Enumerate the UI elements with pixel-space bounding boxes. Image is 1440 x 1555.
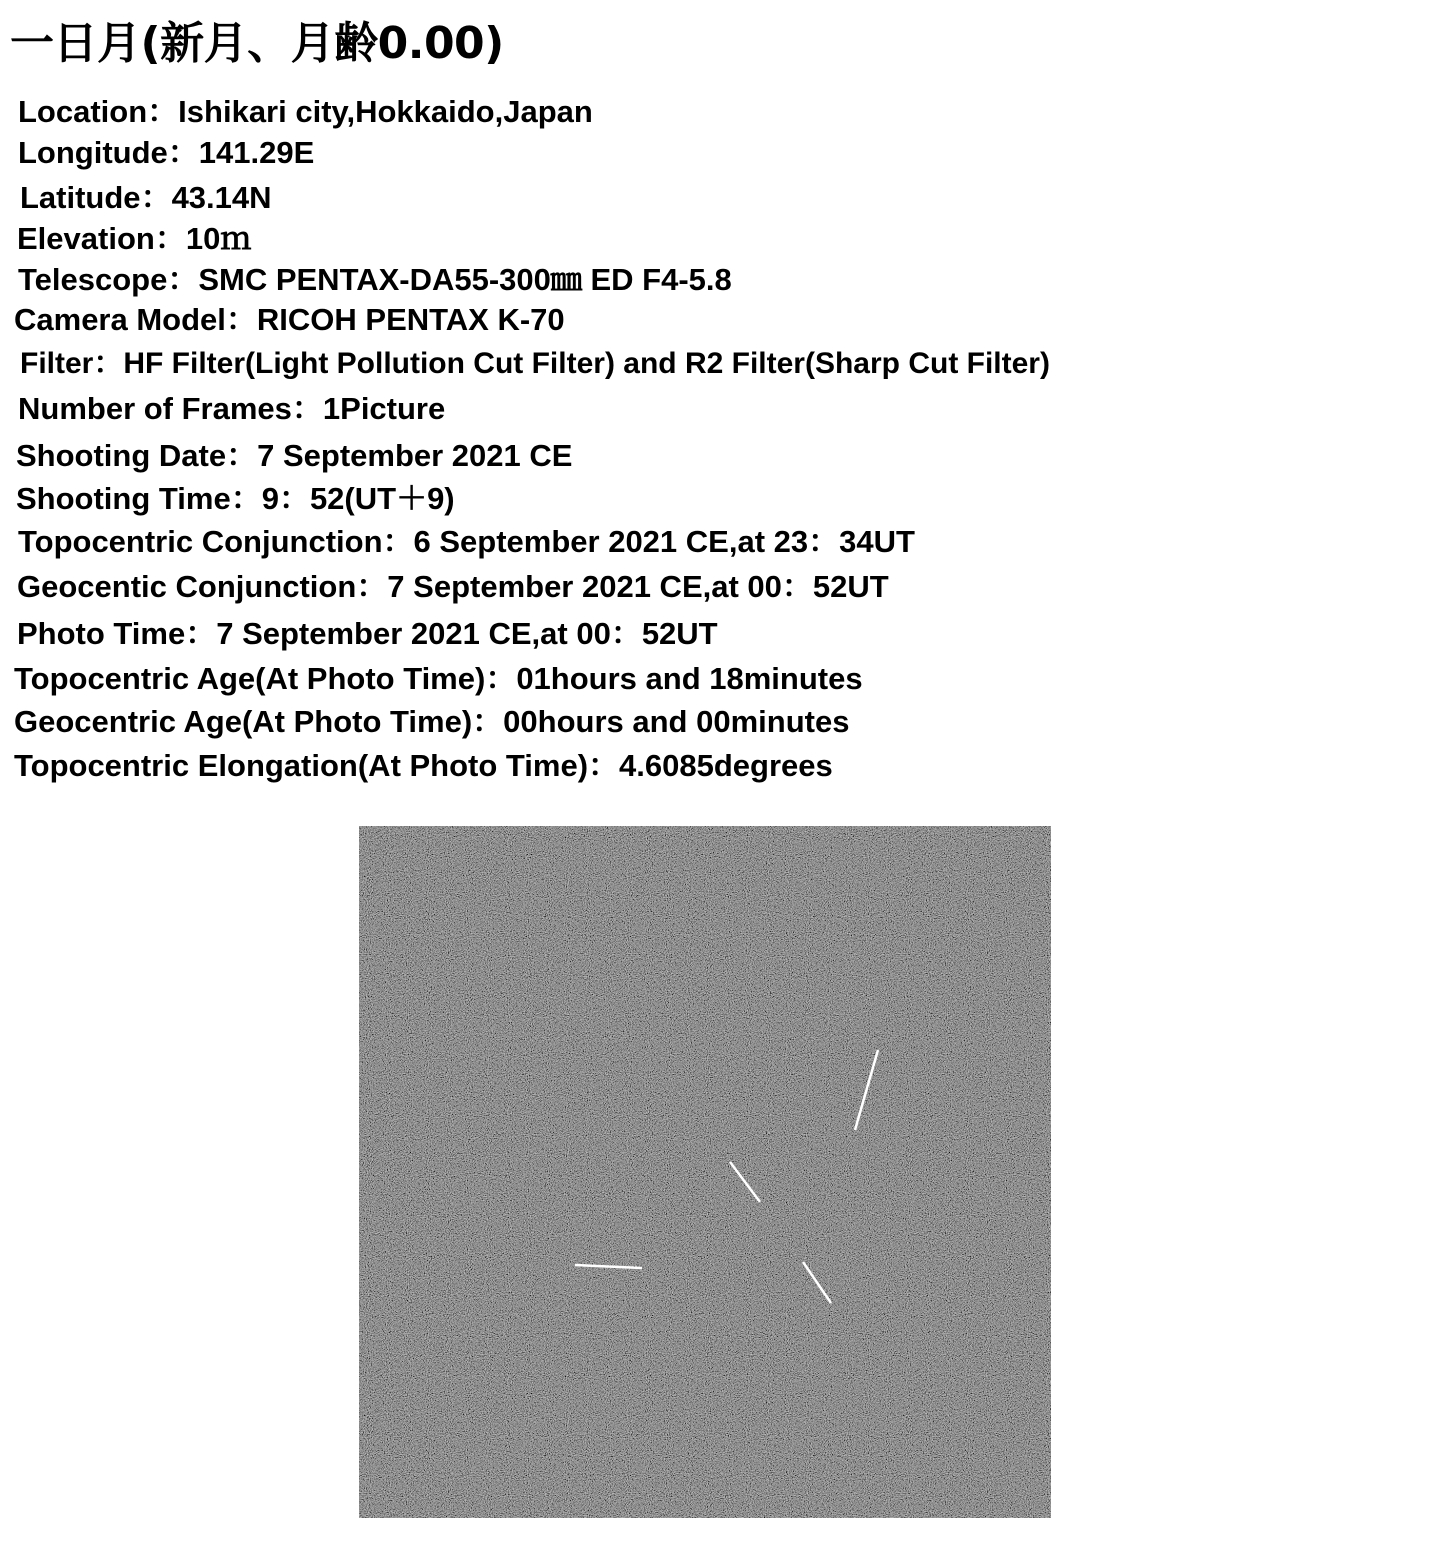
- info-value: 4.6085degrees: [619, 748, 833, 783]
- info-separator: ：: [356, 569, 388, 604]
- info-value: 10ｍ: [185, 221, 252, 256]
- info-topocentric-conjunction: [18, 522, 915, 562]
- info-camera-model: [14, 300, 565, 340]
- info-telescope: [18, 260, 732, 300]
- info-separator: ：: [140, 180, 172, 215]
- info-separator: ：: [588, 748, 620, 783]
- info-separator: ：: [185, 616, 217, 651]
- info-label: Photo Time: [17, 616, 186, 651]
- info-topocentric-elongation: [14, 746, 833, 786]
- info-value: 7 September 2021 CE: [257, 438, 573, 473]
- photo-noise: [359, 826, 1051, 1518]
- info-separator: ：: [147, 94, 179, 129]
- info-value: 43.14N: [171, 180, 272, 215]
- info-separator: ：: [472, 704, 504, 739]
- info-separator: ：: [485, 661, 517, 696]
- info-location: [18, 92, 593, 132]
- info-value: 141.29E: [198, 135, 315, 170]
- info-label: Topocentric Age(At Photo Time): [14, 661, 486, 696]
- info-separator: ：: [226, 438, 258, 473]
- info-label: Topocentric Elongation(At Photo Time): [14, 748, 589, 783]
- info-separator: ：: [230, 481, 262, 516]
- info-shooting-date: [16, 436, 572, 476]
- info-photo-time: [17, 614, 718, 654]
- info-label: Geocentic Conjunction: [17, 569, 357, 604]
- info-label: Filter: [20, 347, 94, 380]
- info-shooting-time: [16, 479, 455, 519]
- info-separator: ：: [154, 221, 186, 256]
- info-label: Camera Model: [14, 302, 226, 337]
- info-label: Number of Frames: [18, 391, 292, 426]
- info-separator: ：: [167, 135, 199, 170]
- info-filter: [20, 344, 1050, 384]
- page-title: 一日月(新月、月齢0.00): [10, 18, 504, 69]
- info-longitude: [18, 133, 314, 173]
- info-separator: ：: [291, 391, 323, 426]
- info-label: Topocentric Conjunction: [18, 524, 383, 559]
- info-separator: ：: [382, 524, 414, 559]
- info-value: RICOH PENTAX K-70: [256, 302, 565, 337]
- info-label: Elevation: [17, 221, 155, 256]
- moon-photo-canvas: [359, 826, 1051, 1518]
- info-topocentric-age: [14, 659, 863, 699]
- info-latitude: [20, 178, 272, 218]
- info-value: 1Picture: [322, 391, 446, 426]
- moon-photo: [359, 826, 1051, 1518]
- info-separator: ：: [167, 262, 199, 297]
- info-value: 7 September 2021 CE,at 00：52UT: [216, 616, 718, 651]
- info-geocentric-age: [14, 702, 849, 742]
- info-elevation: [17, 219, 251, 259]
- info-label: Shooting Time: [16, 481, 231, 516]
- info-value: 00hours and 00minutes: [503, 704, 850, 739]
- info-value: 6 September 2021 CE,at 23：34UT: [413, 524, 915, 559]
- info-value: 9：52(UT＋9): [261, 481, 455, 516]
- info-number-of-frames: [18, 389, 445, 429]
- info-value: 01hours and 18minutes: [516, 661, 863, 696]
- info-value: HF Filter(Light Pollution Cut Filter) and R2 Filter(Sharp Cut Filter): [123, 347, 1050, 380]
- info-value: 7 September 2021 CE,at 00：52UT: [387, 569, 889, 604]
- info-value: Ishikari city,Hokkaido,Japan: [178, 94, 593, 129]
- info-label: Shooting Date: [16, 438, 227, 473]
- info-label: Geocentric Age(At Photo Time): [14, 704, 473, 739]
- info-value: SMC PENTAX-DA55-300㎜ ED F4-5.8: [198, 262, 732, 297]
- info-label: Latitude: [20, 180, 141, 215]
- info-label: Longitude: [18, 135, 168, 170]
- info-geocentic-conjunction: [17, 567, 889, 607]
- info-label: Telescope: [18, 262, 168, 297]
- info-label: Location: [18, 94, 148, 129]
- info-separator: ：: [93, 347, 124, 380]
- info-separator: ：: [225, 302, 257, 337]
